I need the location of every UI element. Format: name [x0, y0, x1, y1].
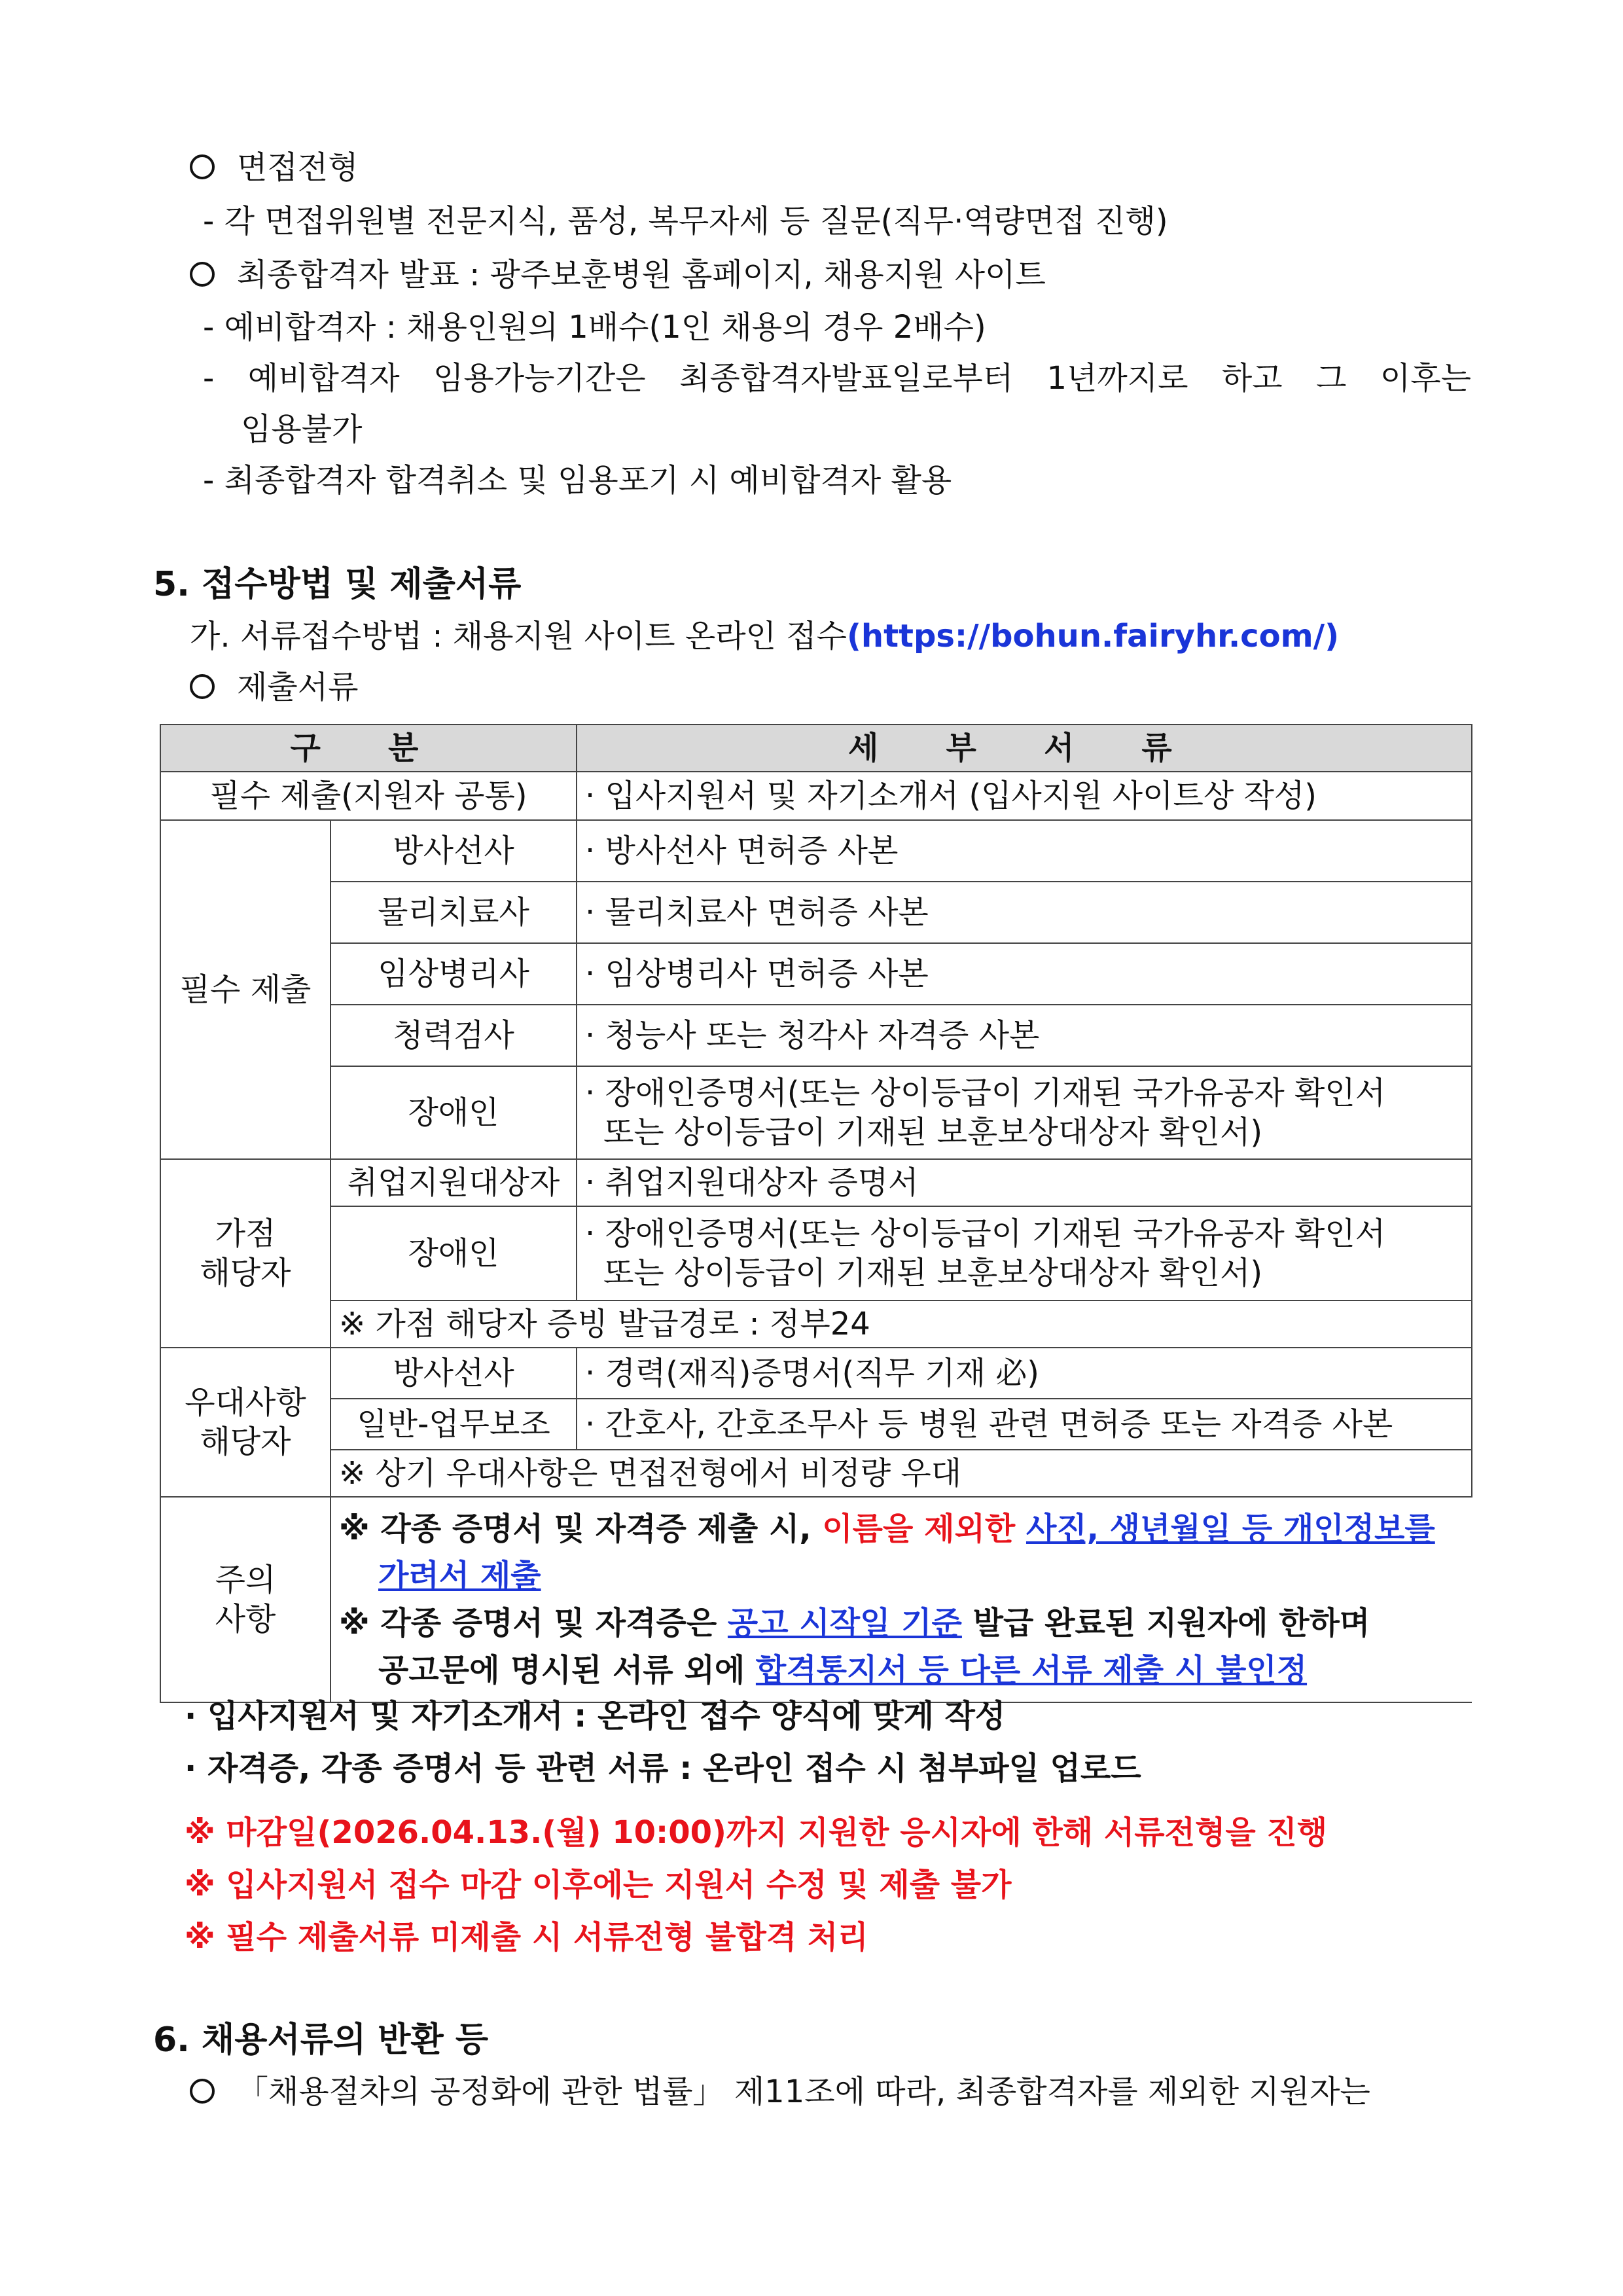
row-detail: · 장애인증명서(또는 상이등급이 기재된 국가유공자 확인서 또는 상이등급이 기재된 보훈보상대상자 확인서) [577, 1066, 1472, 1159]
row-detail: · 간호사, 간호조무사 등 병원 관련 면허증 또는 자격증 사본 [577, 1399, 1472, 1450]
caution-content: ※ 각종 증명서 및 자격증 제출 시, 이름을 제외한 사진, 생년월일 등 개인정보를 가려서 제출 ※ 각종 증명서 및 자격증은 공고 시작일 기준 발급 완료된 지원자에 한하며 공고문에 명시된 서류 외에 합격통지서 등 다른 서류 제출 시 불인정 [330, 1497, 1472, 1702]
row-category: 필수 제출(지원자 공통) [160, 772, 577, 820]
note-application: · 입사지원서 및 자기소개서 : 온라인 접수 양식에 맞게 작성 [185, 1698, 1006, 1734]
docs-title: 제출서류 [190, 669, 358, 707]
table-row [160, 1348, 1472, 1399]
header-category: 구 분 [160, 725, 577, 772]
row-sub: 장애인 [330, 1206, 577, 1300]
fail-note: ※ 필수 제출서류 미제출 시 서류전형 불합격 처리 [185, 1919, 868, 1956]
announce-title: 최종합격자 발표 : 광주보훈병원 홈페이지, 채용지원 사이트 [190, 257, 1046, 295]
row-detail: · 방사선사 면허증 사본 [577, 820, 1472, 882]
row-sub: 일반-업무보조 [330, 1399, 577, 1450]
preference-group: 우대사항 해당자 [160, 1348, 330, 1497]
row-detail: · 청능사 또는 청각사 자격증 사본 [577, 1005, 1472, 1066]
row-sub: 방사선사 [330, 820, 577, 882]
documents-table [160, 724, 1472, 1703]
circle-bullet-icon [190, 262, 215, 287]
table-row [160, 820, 1472, 882]
row-detail: · 취업지원대상자 증명서 [577, 1159, 1472, 1206]
table-row [160, 1399, 1472, 1450]
bonus-note: ※ 가점 해당자 증빙 발급경로 : 정부24 [330, 1300, 1472, 1348]
note-attachments: · 자격증, 각종 증명서 등 관련 서류 : 온라인 접수 시 첨부파일 업로드 [185, 1750, 1141, 1787]
row-detail: · 물리치료사 면허증 사본 [577, 882, 1472, 943]
submission-method: 가. 서류접수방법 : 채용지원 사이트 온라인 접수(https://bohun.fairyhr.com/) [190, 618, 1340, 655]
row-detail: · 입사지원서 및 자기소개서 (입사지원 사이트상 작성) [577, 772, 1472, 820]
row-detail: · 장애인증명서(또는 상이등급이 기재된 국가유공자 확인서 또는 상이등급이 기재된 보훈보상대상자 확인서) [577, 1206, 1472, 1300]
caution-1: ※ 각종 증명서 및 자격증 제출 시, 이름을 제외한 사진, 생년월일 등 개인정보를 [339, 1511, 1435, 1547]
no-edit-note: ※ 입사지원서 접수 마감 이후에는 지원서 수정 및 제출 불가 [185, 1867, 1012, 1903]
deadline-note: ※ 마감일(2026.04.13.(월) 10:00)까지 지원한 응시자에 한해 서류전형을 진행 [185, 1814, 1328, 1851]
reserve-period-cont: 임용불가 [241, 411, 363, 448]
preference-note: ※ 상기 우대사항은 면접전형에서 비정량 우대 [330, 1450, 1472, 1497]
required-group: 필수 제출 [160, 820, 330, 1159]
apply-site-link[interactable]: (https://bohun.fairyhr.com/) [846, 618, 1340, 655]
caution-group: 주의 사항 [160, 1497, 330, 1702]
section6-heading: 6. 채용서류의 반환 등 [153, 2020, 489, 2060]
row-sub: 방사선사 [330, 1348, 577, 1399]
table-row [160, 1497, 1472, 1702]
row-sub: 장애인 [330, 1066, 577, 1159]
row-sub: 임상병리사 [330, 943, 577, 1005]
row-detail: · 임상병리사 면허증 사본 [577, 943, 1472, 1005]
reserve-ratio: - 예비합격자 : 채용인원의 1배수(1인 채용의 경우 2배수) [203, 309, 986, 346]
circle-bullet-icon [190, 674, 215, 699]
header-detail: 세 부 서 류 [577, 725, 1472, 772]
row-sub: 청력검사 [330, 1005, 577, 1066]
bonus-group: 가점 해당자 [160, 1159, 330, 1348]
table-row [160, 1005, 1472, 1066]
table-row [160, 772, 1472, 820]
interview-title: 면접전형 [190, 149, 358, 187]
table-row [160, 943, 1472, 1005]
interview-desc: - 각 면접위원별 전문지식, 품성, 복무자세 등 질문(직무·역량면접 진행) [203, 203, 1168, 240]
table-header [160, 725, 1472, 772]
circle-bullet-icon [190, 154, 215, 179]
row-sub: 취업지원대상자 [330, 1159, 577, 1206]
circle-bullet-icon [190, 2079, 215, 2104]
reserve-period: - 예비합격자 임용가능기간은 최종합격자발표일로부터 1년까지로 하고 그 이후는 [203, 360, 1471, 397]
table-row [160, 1300, 1472, 1348]
caution-2: ※ 각종 증명서 및 자격증은 공고 시작일 기준 발급 완료된 지원자에 한하며 [339, 1605, 1370, 1641]
row-detail: · 경력(재직)증명서(직무 기재 必) [577, 1348, 1472, 1399]
table-row [160, 1206, 1472, 1300]
reserve-usage: - 최종합격자 합격취소 및 임용포기 시 예비합격자 활용 [203, 462, 952, 499]
table-row [160, 1159, 1472, 1206]
row-sub: 물리치료사 [330, 882, 577, 943]
section5-heading: 5. 접수방법 및 제출서류 [153, 565, 522, 604]
table-row [160, 1066, 1472, 1159]
table-row [160, 1450, 1472, 1497]
section6-paragraph: 「채용절차의 공정화에 관한 법률」 제11조에 따라, 최종합격자를 제외한 지원자는 [190, 2073, 1472, 2111]
table-row [160, 882, 1472, 943]
